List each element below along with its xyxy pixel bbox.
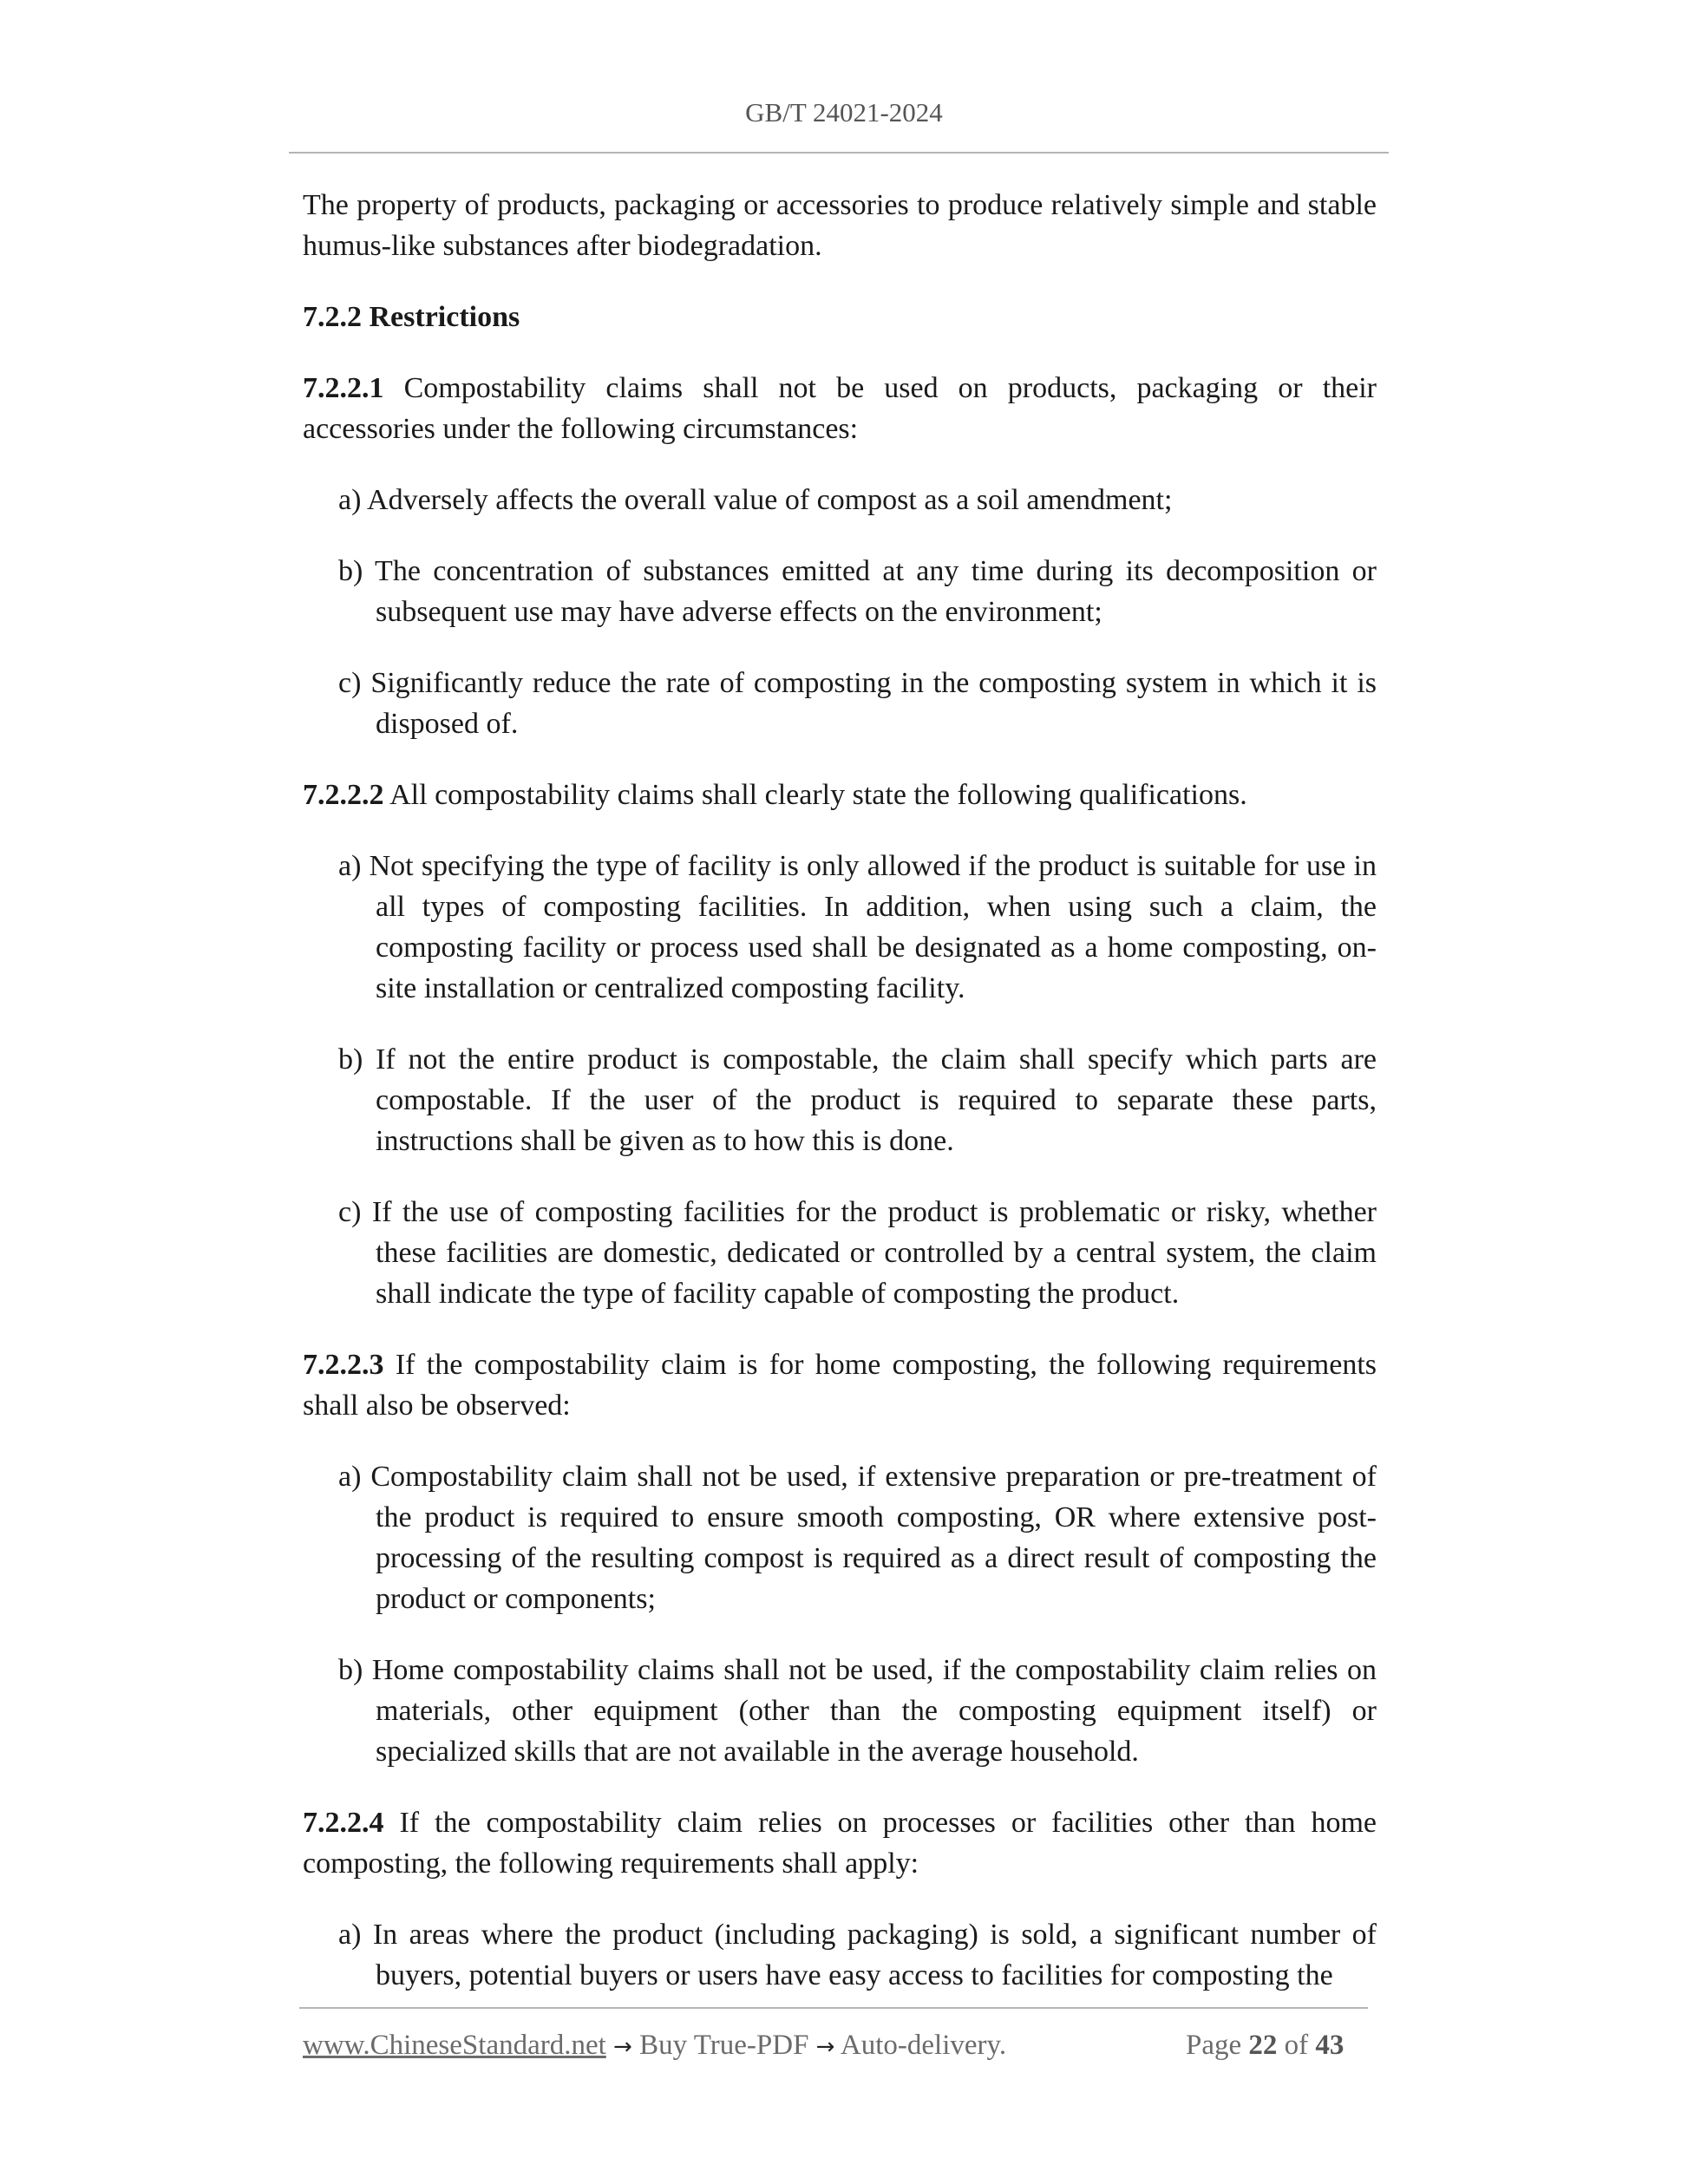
intro-paragraph: The property of products, packaging or accessories to produce relatively simple and stable humus-like substances after biodegradation.: [303, 189, 1377, 262]
list-item: a) Not specifying the type of facility is only allowed if the product is suitable for use in all types of composting facilities. In addition, when using such a claim, the composting facility or process used shall be designated as a home composting, on-site installation or centralized composting facility.: [338, 850, 1377, 1004]
page-current: 22: [1248, 2030, 1278, 2061]
clause-paragraph: [303, 368, 1377, 449]
clause-number: 7.2.2.2: [303, 779, 384, 811]
page-label: Page: [1186, 2030, 1242, 2061]
clause-text: If the compostability claim relies on processes or facilities other than home composting, the following requirements shall apply:: [303, 1807, 1377, 1880]
list-item: c) Significantly reduce the rate of composting in the composting system in which it is disposed of.: [338, 667, 1377, 740]
clause-number: 7.2.2.1: [303, 372, 384, 404]
footer-promo: [303, 2030, 1006, 2062]
clause-text: All compostability claims shall clearly state the following qualifications.: [389, 779, 1247, 811]
standard-id: GB/T 24021-2024: [745, 97, 943, 128]
page-of-label: of: [1284, 2030, 1309, 2061]
clause-text: If the compostability claim is for home composting, the following requirements shall also be observed:: [303, 1349, 1377, 1422]
footer-divider: [299, 2007, 1368, 2009]
list-item: a) Compostability claim shall not be used, if extensive preparation or pre-treatment of the product is required to ensure smooth composting, OR where extensive post-processing of the resulting compost is required as a direct result of composting the product or components;: [338, 1461, 1377, 1615]
clause-paragraph: [303, 775, 1377, 815]
list-item: b) If not the entire product is compostable, the claim shall specify which parts are compostable. If the user of the product is required to separate these parts, instructions shall be given as to how this is done.: [338, 1043, 1377, 1157]
list-item: c) If the use of composting facilities for the product is problematic or risky, whether these facilities are domestic, dedicated or controlled by a central system, the claim shall indicate the type of facility capable of composting the product.: [338, 1196, 1377, 1310]
list-item: a) In areas where the product (including packaging) is sold, a significant number of buyers, potential buyers or users have easy access to facilities for composting the: [338, 1919, 1377, 1991]
arrow-right-icon: →: [613, 2034, 632, 2060]
clause-paragraph: [303, 1802, 1377, 1884]
clause-paragraph: [303, 1344, 1377, 1426]
clause-number: 7.2.2.3: [303, 1349, 384, 1381]
list-item: a) Adversely affects the overall value of compost as a soil amendment;: [338, 484, 1173, 516]
arrow-right-icon: →: [815, 2034, 835, 2060]
list-item: b) The concentration of substances emitted at any time during its decomposition or subsequent use may have adverse effects on the environment;: [338, 555, 1377, 628]
site-link[interactable]: www.ChineseStandard.net: [303, 2030, 606, 2061]
clause-text: Compostability claims shall not be used on products, packaging or their accessories under the following circumstances:: [303, 372, 1377, 445]
section-heading: 7.2.2 Restrictions: [303, 301, 520, 333]
buy-text: Buy True-PDF: [639, 2030, 809, 2061]
list-item: b) Home compostability claims shall not be used, if the compostability claim relies on materials, other equipment (other than the composting equipment itself) or specialized skills that are not available in the average household.: [338, 1654, 1377, 1768]
document-header: [0, 97, 1688, 128]
page-indicator: [1186, 2030, 1344, 2062]
header-divider: [289, 152, 1389, 154]
page-content: [303, 185, 1377, 1996]
clause-number: 7.2.2.4: [303, 1807, 384, 1839]
page-total: 43: [1315, 2030, 1345, 2061]
delivery-text: Auto-delivery.: [840, 2030, 1007, 2061]
